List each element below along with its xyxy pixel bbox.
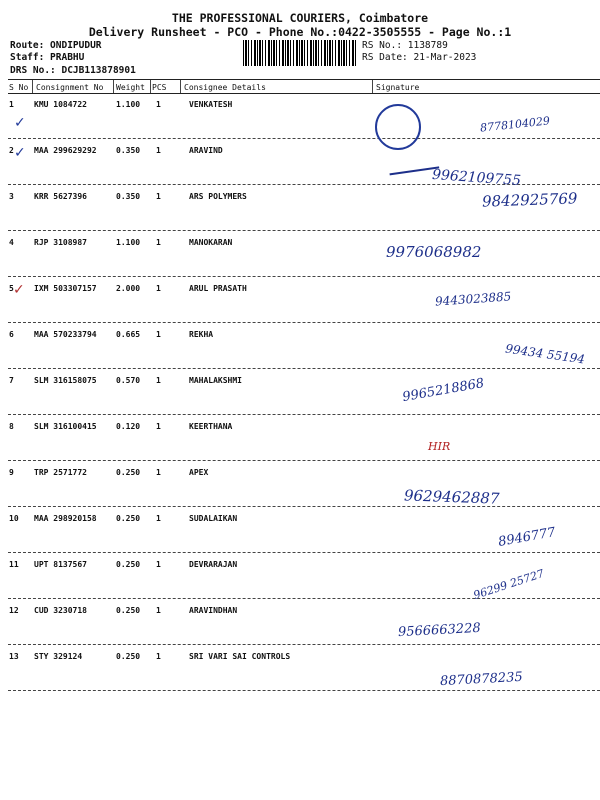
row-weight: 0.250 xyxy=(116,652,141,661)
row-consignee: SUDALAIKAN xyxy=(189,514,238,523)
row-consignee: DEVRARAJAN xyxy=(189,560,238,569)
row-sno: 1 xyxy=(9,100,14,109)
row-consignee: REKHA xyxy=(189,330,214,339)
table-top-border xyxy=(8,79,600,80)
row-sno: 9 xyxy=(9,468,14,477)
row-consignment-no: SLM 316100415 xyxy=(34,422,97,431)
row-sno: 8 xyxy=(9,422,14,431)
row-sno: 11 xyxy=(9,560,19,569)
row-consignee: KEERTHANA xyxy=(189,422,233,431)
row-consignment-no: UPT 8137567 xyxy=(34,560,87,569)
column-divider xyxy=(32,80,33,93)
row-weight: 0.250 xyxy=(116,560,141,569)
signature: HIR xyxy=(428,440,451,453)
document-title: THE PROFESSIONAL COURIERS, Coimbatore xyxy=(171,11,429,25)
row-weight: 0.120 xyxy=(116,422,141,431)
column-divider xyxy=(150,80,151,93)
row-divider xyxy=(8,276,600,277)
row-consignee: APEX xyxy=(189,468,209,477)
row-consignment-no: MAA 299629292 xyxy=(34,146,97,155)
row-consignee: SRI VARI SAI CONTROLS xyxy=(189,652,291,661)
row-consignee: ARUL PRASATH xyxy=(189,284,247,293)
row-pcs: 1 xyxy=(156,422,161,431)
row-sno: 10 xyxy=(9,514,19,523)
signature: 9629462887 xyxy=(403,486,500,508)
rs-date: RS Date: 21-Mar-2023 xyxy=(362,52,477,63)
check-mark-icon: ✓ xyxy=(14,115,26,131)
row-consignee: ARAVINDHAN xyxy=(189,606,238,615)
column-header-signature: Signature xyxy=(376,83,420,92)
row-pcs: 1 xyxy=(156,192,161,201)
drs-number: DRS No.: DCJB113878901 xyxy=(10,65,136,76)
row-pcs: 1 xyxy=(156,284,161,293)
row-pcs: 1 xyxy=(156,514,161,523)
row-sno: 2 xyxy=(9,146,14,155)
column-header-weight: Weight xyxy=(116,83,145,92)
row-divider xyxy=(8,598,600,599)
row-sno: 5 xyxy=(9,284,14,293)
row-consignment-no: RJP 3108987 xyxy=(34,238,87,247)
column-divider xyxy=(372,80,373,93)
signature: 8946777 xyxy=(497,525,557,550)
column-header-consignee: Consignee Details xyxy=(184,83,266,92)
row-sno: 3 xyxy=(9,192,14,201)
row-weight: 0.250 xyxy=(116,606,141,615)
signature: 9443023885 xyxy=(434,289,512,309)
column-divider xyxy=(113,80,114,93)
row-divider xyxy=(8,506,600,507)
row-sno: 7 xyxy=(9,376,14,385)
row-consignment-no: IXM 503307157 xyxy=(34,284,97,293)
signature: 96299 25727 xyxy=(471,566,546,603)
row-pcs: 1 xyxy=(156,330,161,339)
row-consignee: VENKATESH xyxy=(189,100,233,109)
row-divider xyxy=(8,644,600,645)
row-sno: 6 xyxy=(9,330,14,339)
column-header-pcs: PCS xyxy=(152,83,167,92)
barcode-image xyxy=(243,40,356,66)
row-divider xyxy=(8,322,600,323)
row-sno: 4 xyxy=(9,238,14,247)
signature: 8778104029 xyxy=(479,114,551,135)
row-divider xyxy=(8,368,600,369)
row-consignee: ARS POLYMERS xyxy=(189,192,247,201)
row-divider xyxy=(8,690,600,691)
row-divider xyxy=(8,414,600,415)
row-consignment-no: KRR 5627396 xyxy=(34,192,87,201)
column-header-consignment: Consignment No xyxy=(36,83,104,92)
row-pcs: 1 xyxy=(156,146,161,155)
signature: 9962109755 xyxy=(431,166,522,190)
row-pcs: 1 xyxy=(156,238,161,247)
column-divider xyxy=(180,80,181,93)
row-pcs: 1 xyxy=(156,606,161,615)
row-weight: 0.570 xyxy=(116,376,141,385)
row-consignment-no: MAA 298920158 xyxy=(34,514,97,523)
row-consignment-no: SLM 316158075 xyxy=(34,376,97,385)
row-divider xyxy=(8,138,600,139)
row-consignment-no: KMU 1084722 xyxy=(34,100,87,109)
row-weight: 0.250 xyxy=(116,514,141,523)
signature: 9566663228 xyxy=(397,620,482,641)
row-weight: 0.665 xyxy=(116,330,141,339)
row-consignment-no: CUD 3230718 xyxy=(34,606,87,615)
row-divider xyxy=(8,460,600,461)
row-sno: 12 xyxy=(9,606,19,615)
row-pcs: 1 xyxy=(156,560,161,569)
signature: 9842925769 xyxy=(481,189,578,211)
row-weight: 0.350 xyxy=(116,146,141,155)
row-pcs: 1 xyxy=(156,100,161,109)
signature: 8870878235 xyxy=(439,669,524,690)
stamp-mark-icon xyxy=(375,104,421,150)
row-weight: 1.100 xyxy=(116,100,141,109)
check-mark-icon: ✓ xyxy=(14,145,26,161)
row-weight: 2.000 xyxy=(116,284,141,293)
row-pcs: 1 xyxy=(156,468,161,477)
check-mark-icon: ✓ xyxy=(13,282,25,298)
row-divider xyxy=(8,552,600,553)
row-consignment-no: MAA 570233794 xyxy=(34,330,97,339)
row-pcs: 1 xyxy=(156,376,161,385)
row-sno: 13 xyxy=(9,652,19,661)
signature: 9976068982 xyxy=(386,243,482,261)
rs-number: RS No.: 1138789 xyxy=(362,40,448,51)
column-header-sno: S No xyxy=(9,83,29,92)
staff-label: Staff: PRABHU xyxy=(10,52,85,63)
row-consignment-no: TRP 2571772 xyxy=(34,468,87,477)
row-consignee: MANOKARAN xyxy=(189,238,233,247)
row-weight: 0.250 xyxy=(116,468,141,477)
row-pcs: 1 xyxy=(156,652,161,661)
row-divider xyxy=(8,230,600,231)
table-header-border xyxy=(8,93,600,94)
row-weight: 0.350 xyxy=(116,192,141,201)
signature: 99434 55194 xyxy=(504,341,586,367)
route-label: Route: ONDIPUDUR xyxy=(10,40,102,51)
row-consignment-no: STY 329124 xyxy=(34,652,83,661)
signature: 9965218868 xyxy=(401,375,486,406)
row-consignee: MAHALAKSHMI xyxy=(189,376,242,385)
document-subtitle: Delivery Runsheet - PCO - Phone No.:0422-3505555 - Page No.:1 xyxy=(88,25,512,39)
row-weight: 1.100 xyxy=(116,238,141,247)
row-consignee: ARAVIND xyxy=(189,146,223,155)
